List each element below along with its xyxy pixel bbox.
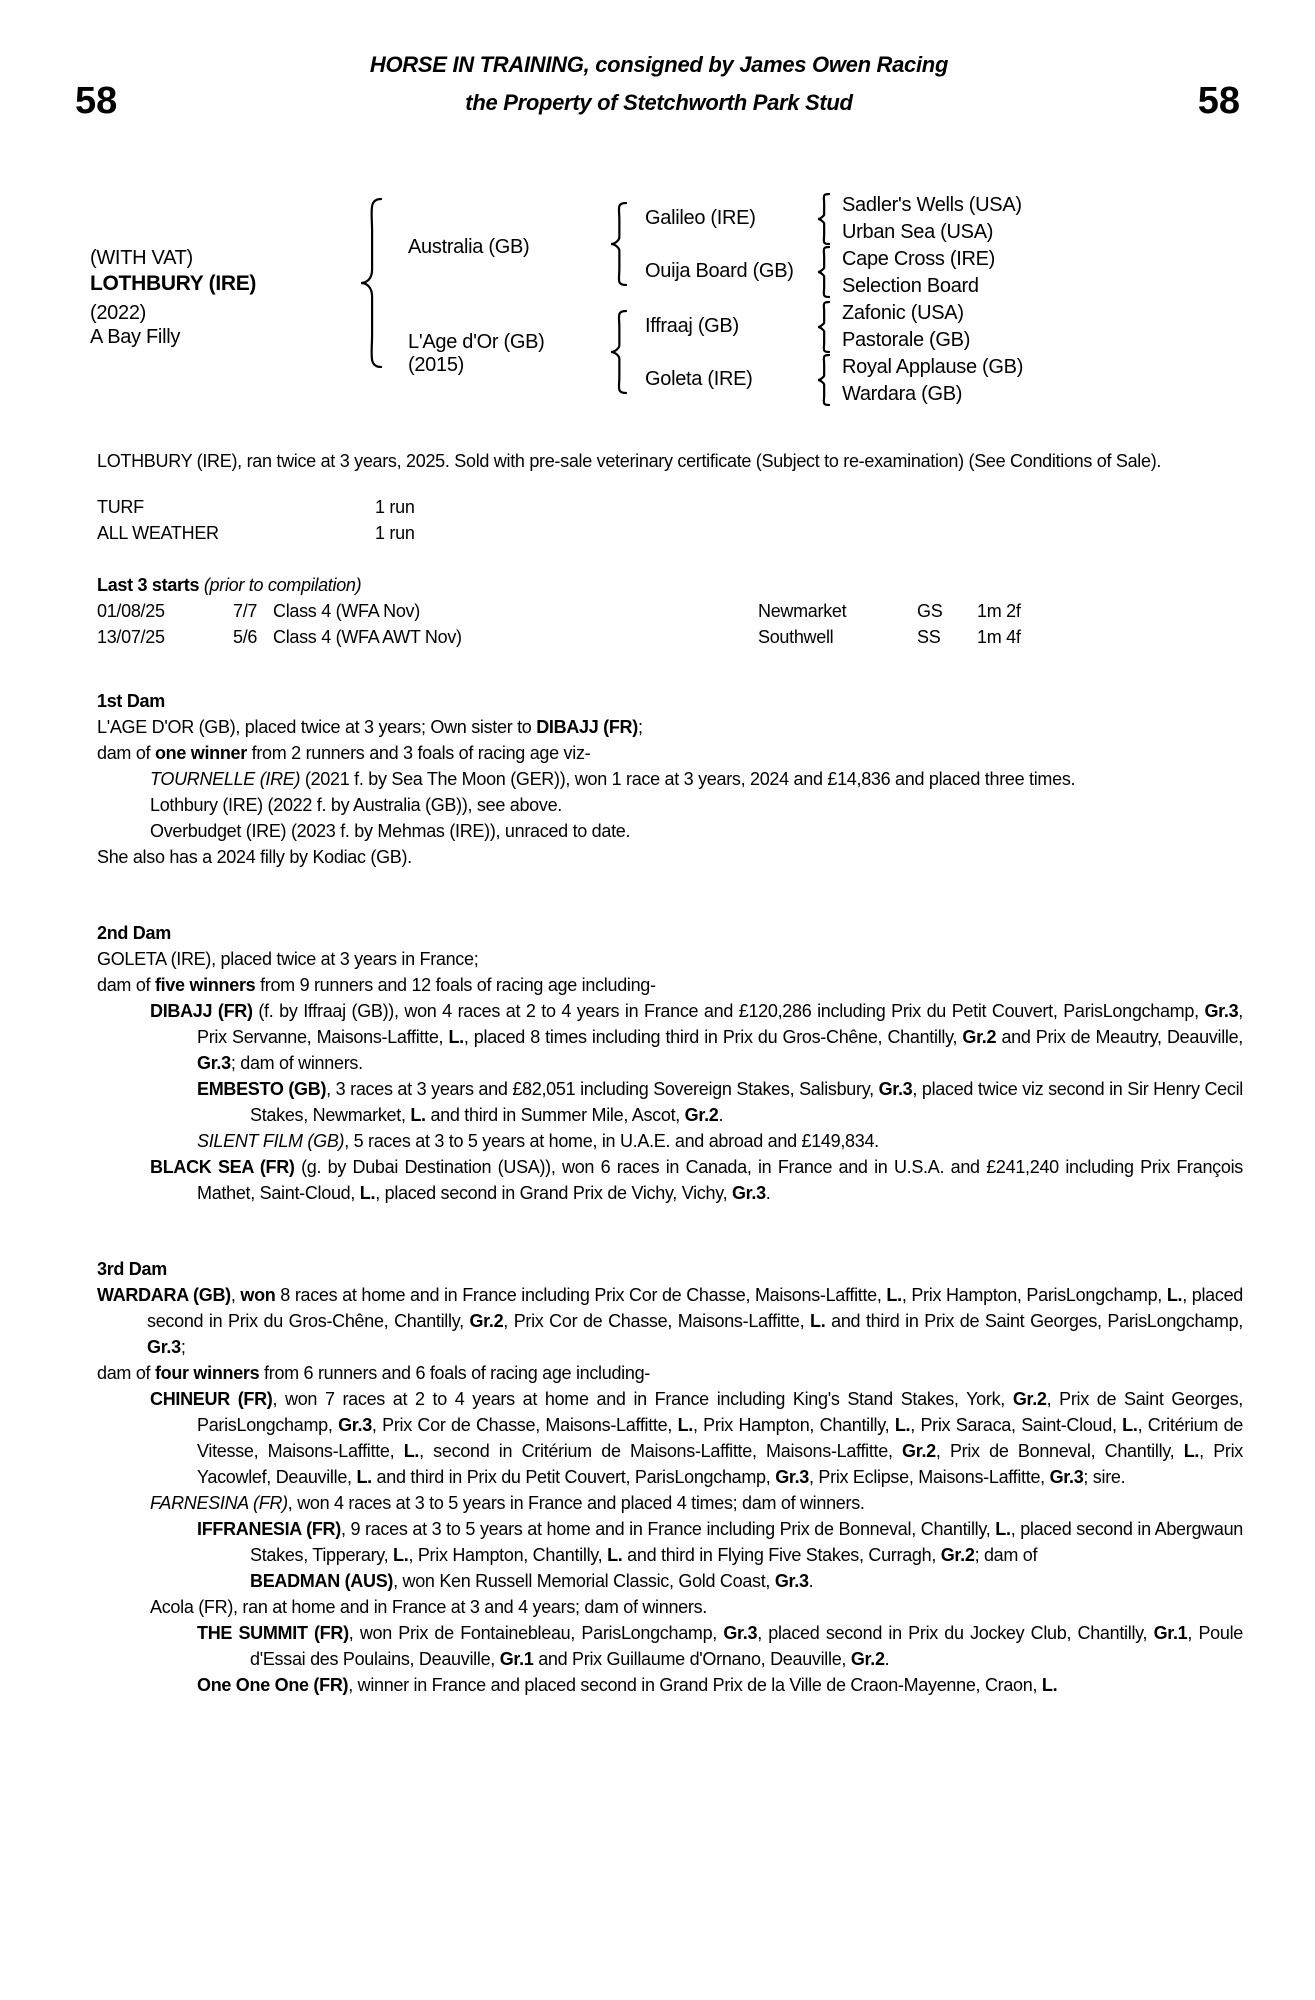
text-segment: , Prix Hampton, Chantilly,	[408, 1545, 608, 1565]
pedigree-note-paragraph	[97, 1594, 1243, 1620]
text-segment: , 5 races at 3 to 5 years at home, in U.A.E. and abroad and £149,834.	[344, 1131, 879, 1151]
text-segment: , Prix Servanne, Maisons-Laffitte,	[197, 1001, 1243, 1047]
text-segment: L.	[894, 1415, 911, 1435]
dam-section-heading: 1st Dam	[97, 691, 165, 711]
text-segment: Gr.1	[499, 1649, 534, 1669]
text-segment: ; dam of winners.	[230, 1053, 363, 1073]
text-segment: BLACK SEA (FR)	[150, 1157, 295, 1177]
text-segment: from 6 runners and 6 foals of racing age including-	[259, 1363, 650, 1383]
text-segment: , placed 8 times including third in Prix du Gros-Chêne, Chantilly,	[463, 1027, 963, 1047]
surface-label: ALL WEATHER	[97, 523, 219, 543]
text-segment: .	[718, 1105, 724, 1125]
text-segment: , won Prix de Fontainebleau, ParisLongchamp,	[348, 1623, 724, 1643]
pedigree-note-paragraph	[97, 1128, 1243, 1154]
text-segment: L.	[886, 1285, 902, 1305]
text-segment: L.	[1122, 1415, 1138, 1435]
text-segment: WARDARA (GB)	[97, 1285, 231, 1305]
text-segment: .	[884, 1649, 890, 1669]
text-segment: and third in Flying Five Stakes, Curragh,	[622, 1545, 941, 1565]
text-segment: and Prix de Meautry, Deauville,	[996, 1027, 1244, 1047]
pedigree-note-paragraph	[97, 740, 1243, 766]
text-segment: Gr.2	[469, 1311, 504, 1331]
text-segment: , placed second in Prix du Gros-Chêne, Chantilly,	[147, 1285, 1243, 1331]
pedigree-brace-main	[360, 198, 382, 374]
pedigree-note-paragraph	[97, 1672, 1243, 1698]
text-segment: , won 7 races at 2 to 4 years at home and in France including King's Stand Stakes, York,	[272, 1389, 1013, 1409]
pedigree-note-paragraph	[97, 818, 1243, 844]
text-segment: GOLETA (IRE), placed twice at 3 years in France;	[97, 949, 479, 969]
text-segment: Gr.3	[731, 1183, 766, 1203]
pedigree-brace-grandsire-1	[817, 193, 830, 251]
last-starts-heading	[97, 572, 1243, 598]
text-segment: ; dam of	[974, 1545, 1038, 1565]
dam-year: (2015)	[408, 354, 465, 376]
text-segment: L.	[1041, 1675, 1058, 1695]
catalogue-text	[97, 448, 1243, 1698]
text-segment: (f. by Iffraaj (GB)), won 4 races at 2 to 4 years in France and £120,286 including Prix du Petit Couvert, ParisLongchamp,	[252, 1001, 1205, 1021]
pedigree-great-grandparent: Zafonic (USA)	[842, 302, 964, 324]
race-class: Class 4 (WFA Nov)	[273, 601, 420, 621]
text-segment: L.	[677, 1415, 693, 1435]
text-segment: L.	[403, 1441, 420, 1461]
text-segment: dam of	[97, 975, 155, 995]
dam-sections	[97, 688, 1243, 1698]
text-segment: SILENT FILM (GB)	[197, 1131, 345, 1151]
text-segment: , Poule d'Essai des Poulains, Deauville,	[250, 1623, 1243, 1669]
text-segment: , Prix Yacowlef, Deauville,	[197, 1441, 1243, 1487]
header-consignment-line: HORSE IN TRAINING, consigned by James Owen Racing	[369, 52, 949, 77]
text-segment: Gr.2	[684, 1105, 719, 1125]
text-segment: ; sire.	[1083, 1467, 1126, 1487]
subject-vat-note: (WITH VAT)	[90, 247, 193, 269]
text-segment: Gr.3	[1204, 1001, 1239, 1021]
text-segment: EMBESTO (GB)	[197, 1079, 327, 1099]
text-segment: IFFRANESIA (FR)	[197, 1519, 341, 1539]
dam-section-heading: 2nd Dam	[97, 923, 171, 943]
text-segment: ,	[230, 1285, 241, 1305]
race-position: 5/6	[233, 627, 258, 647]
text-segment: One One One (FR)	[197, 1675, 349, 1695]
pedigree-note-paragraph	[97, 1386, 1243, 1490]
text-segment: Gr.3	[147, 1337, 181, 1357]
text-segment: .	[808, 1571, 814, 1591]
text-segment: , Prix Hampton, Chantilly,	[692, 1415, 895, 1435]
text-segment: LOTHBURY (IRE), ran twice at 3 years, 2025. Sold with pre-sale veterinary certificate (Subject to re-examination) (See Conditions of Sale).	[97, 451, 1162, 471]
subject-description: A Bay Filly	[90, 326, 181, 348]
pedigree-grandparent: Ouija Board (GB)	[645, 260, 794, 282]
text-segment: Gr.3	[878, 1079, 913, 1099]
last-starts	[97, 572, 1243, 650]
text-segment: Gr.2	[850, 1649, 885, 1669]
pedigree-brace-dam	[610, 310, 627, 400]
text-segment: , Prix Hampton, ParisLongchamp,	[901, 1285, 1167, 1305]
header-property-line: the Property of Stetchworth Park Stud	[465, 90, 853, 115]
surface-label: TURF	[97, 497, 144, 517]
pedigree-note-paragraph	[97, 1282, 1243, 1360]
text-segment: , winner in France and placed second in Grand Prix de la Ville de Craon-Mayenne, Craon,	[348, 1675, 1042, 1695]
pedigree-note-paragraph	[97, 972, 1243, 998]
text-segment: Last 3 starts	[97, 575, 204, 595]
pedigree-brace-granddam-1	[817, 246, 830, 304]
pedigree-note-paragraph	[97, 946, 1243, 972]
race-position: 7/7	[233, 601, 258, 621]
text-segment: .	[765, 1183, 771, 1203]
text-segment: , placed second in Grand Prix de Vichy, Vichy,	[375, 1183, 732, 1203]
pedigree-brace-granddam-2	[817, 354, 830, 412]
text-segment: TOURNELLE (IRE)	[150, 769, 301, 789]
pedigree-note-paragraph	[97, 1076, 1243, 1128]
text-segment: , won Ken Russell Memorial Classic, Gold Coast,	[393, 1571, 775, 1591]
text-segment: , Prix de Bonneval, Chantilly,	[935, 1441, 1184, 1461]
text-segment: , Prix Saraca, Saint-Cloud,	[910, 1415, 1123, 1435]
text-segment: L'AGE D'OR (GB), placed twice at 3 years; Own sister to	[97, 717, 537, 737]
text-segment: and Prix Guillaume d'Ornano, Deauville,	[533, 1649, 851, 1669]
pedigree-brace-grandsire-2	[817, 301, 830, 359]
text-segment: L.	[1166, 1285, 1183, 1305]
pedigree-great-grandparent: Pastorale (GB)	[842, 329, 971, 351]
lot-number-right: 58	[1197, 80, 1240, 122]
pedigree-note-paragraph	[97, 1154, 1243, 1206]
text-segment: L.	[356, 1467, 372, 1487]
pedigree-great-grandparent: Sadler's Wells (USA)	[842, 194, 1022, 216]
text-segment: dam of	[97, 743, 155, 763]
text-segment: , Prix Cor de Chasse, Maisons-Laffitte,	[503, 1311, 811, 1331]
text-segment: , Prix Eclipse, Maisons-Laffitte,	[809, 1467, 1050, 1487]
text-segment: DIBAJJ (FR)	[150, 1001, 253, 1021]
surface-runs: 1 run	[375, 523, 415, 543]
text-segment: , placed twice viz second in Sir Henry Cecil Stakes, Newmarket,	[250, 1079, 1243, 1125]
text-segment: , Prix Cor de Chasse, Maisons-Laffitte,	[371, 1415, 678, 1435]
pedigree-chart	[0, 0, 1315, 420]
dam-name: L'Age d'Or (GB)	[408, 331, 545, 353]
sire-name: Australia (GB)	[408, 236, 530, 258]
race-distance: 1m 2f	[977, 601, 1021, 621]
subject-name: LOTHBURY (IRE)	[90, 272, 257, 295]
text-segment: , Prix de Saint Georges, ParisLongchamp,	[197, 1389, 1243, 1435]
race-going: SS	[917, 627, 941, 647]
pedigree-note-paragraph	[97, 792, 1243, 818]
race-distance: 1m 4f	[977, 627, 1021, 647]
text-segment: Gr.1	[1153, 1623, 1188, 1643]
text-segment: L.	[393, 1545, 409, 1565]
pedigree-note-paragraph	[97, 714, 1243, 740]
race-start-row	[97, 598, 1243, 624]
text-segment: L.	[1183, 1441, 1200, 1461]
text-segment: (prior to compilation)	[203, 575, 362, 595]
pedigree-great-grandparent: Cape Cross (IRE)	[842, 248, 996, 270]
text-segment: Gr.2	[962, 1027, 997, 1047]
race-course: Southwell	[758, 627, 834, 647]
text-segment: five winners	[154, 975, 256, 995]
sale-note-paragraph	[97, 448, 1243, 474]
text-segment: from 9 runners and 12 foals of racing age including-	[255, 975, 656, 995]
text-segment: , second in Critérium de Maisons-Laffitte, Maisons-Laffitte,	[419, 1441, 903, 1461]
pedigree-great-grandparent: Wardara (GB)	[842, 383, 963, 405]
text-segment: Gr.3	[1049, 1467, 1084, 1487]
text-segment: and third in Summer Mile, Ascot,	[425, 1105, 685, 1125]
text-segment: FARNESINA (FR)	[150, 1493, 288, 1513]
pedigree-note-paragraph	[97, 1516, 1243, 1568]
text-segment: , placed second in Abergwaun Stakes, Tipperary,	[250, 1519, 1243, 1565]
text-segment: from 2 runners and 3 foals of racing age viz-	[246, 743, 591, 763]
text-segment: Gr.3	[774, 1571, 809, 1591]
dam-section-heading: 3rd Dam	[97, 1259, 167, 1279]
text-segment: BEADMAN (AUS)	[250, 1571, 394, 1591]
pedigree-grandparent: Galileo (IRE)	[645, 207, 756, 229]
text-segment: , won 4 races at 3 to 5 years in France and placed 4 times; dam of winners.	[287, 1493, 865, 1513]
race-date: 13/07/25	[97, 627, 165, 647]
pedigree-note-paragraph	[97, 844, 1243, 870]
lot-number-left: 58	[75, 80, 118, 122]
text-segment: won	[240, 1285, 276, 1305]
pedigree-note-paragraph	[97, 998, 1243, 1076]
text-segment: Gr.3	[775, 1467, 810, 1487]
text-segment: Gr.3	[197, 1053, 231, 1073]
surface-runs: 1 run	[375, 497, 415, 517]
text-segment: ;	[637, 717, 643, 737]
pedigree-grandparent: Goleta (IRE)	[645, 368, 753, 390]
text-segment: L.	[448, 1027, 464, 1047]
text-segment: Overbudget (IRE) (2023 f. by Mehmas (IRE)), unraced to date.	[150, 821, 631, 841]
pedigree-grandparent: Iffraaj (GB)	[645, 315, 739, 337]
text-segment: CHINEUR (FR)	[150, 1389, 273, 1409]
text-segment: (2021 f. by Sea The Moon (GER)), won 1 race at 3 years, 2024 and £14,836 and placed three times.	[300, 769, 1076, 789]
text-segment: ;	[180, 1337, 186, 1357]
race-date: 01/08/25	[97, 601, 165, 621]
text-segment: , 9 races at 3 to 5 years at home and in France including Prix de Bonneval, Chantilly,	[340, 1519, 996, 1539]
race-start-row	[97, 624, 1243, 650]
pedigree-great-grandparent: Urban Sea (USA)	[842, 221, 994, 243]
text-segment: one winner	[154, 743, 247, 763]
text-segment: L.	[410, 1105, 426, 1125]
text-segment: Gr.2	[1012, 1389, 1047, 1409]
surface-record-row	[97, 520, 1243, 546]
subject-year: (2022)	[90, 302, 147, 324]
race-course: Newmarket	[758, 601, 847, 621]
text-segment: L.	[607, 1545, 623, 1565]
race-class: Class 4 (WFA AWT Nov)	[273, 627, 462, 647]
pedigree-note-paragraph	[97, 1360, 1243, 1386]
text-segment: and third in Prix du Petit Couvert, ParisLongchamp,	[371, 1467, 776, 1487]
pedigree-great-grandparent: Selection Board	[842, 275, 979, 297]
text-segment: (g. by Dubai Destination (USA)), won 6 races in Canada, in France and in U.S.A. and £241,240 including Prix François Mathet, Saint-Cloud,	[197, 1157, 1243, 1203]
text-segment: Gr.3	[338, 1415, 372, 1435]
text-segment: Lothbury (IRE) (2022 f. by Australia (GB)), see above.	[150, 795, 562, 815]
text-segment: Gr.3	[723, 1623, 758, 1643]
text-segment: and third in Prix de Saint Georges, ParisLongchamp,	[825, 1311, 1243, 1331]
text-segment: L.	[995, 1519, 1011, 1539]
pedigree-note-paragraph	[97, 766, 1243, 792]
text-segment: , Critérium de Vitesse, Maisons-Laffitte,	[197, 1415, 1244, 1461]
race-record	[97, 494, 1243, 546]
pedigree-note-paragraph	[97, 1620, 1243, 1672]
race-going: GS	[917, 601, 943, 621]
text-segment: L.	[359, 1183, 376, 1203]
text-segment: dam of	[97, 1363, 155, 1383]
text-segment: THE SUMMIT (FR)	[197, 1623, 349, 1643]
text-segment: DIBAJJ (FR)	[536, 717, 638, 737]
text-segment: Acola (FR), ran at home and in France at 3 and 4 years; dam of winners.	[150, 1597, 707, 1617]
surface-record-row	[97, 494, 1243, 520]
pedigree-brace-sire	[610, 202, 627, 292]
text-segment: , placed second in Prix du Jockey Club, Chantilly,	[757, 1623, 1154, 1643]
text-segment: four winners	[154, 1363, 260, 1383]
text-segment: Gr.2	[940, 1545, 975, 1565]
text-segment: Gr.2	[902, 1441, 936, 1461]
text-segment: She also has a 2024 filly by Kodiac (GB).	[97, 847, 412, 867]
pedigree-great-grandparent: Royal Applause (GB)	[842, 356, 1024, 378]
pedigree-note-paragraph	[97, 1568, 1243, 1594]
text-segment: , 3 races at 3 years and £82,051 including Sovereign Stakes, Salisbury,	[326, 1079, 879, 1099]
text-segment: 8 races at home and in France including Prix Cor de Chasse, Maisons-Laffitte,	[275, 1285, 887, 1305]
text-segment: L.	[810, 1311, 826, 1331]
pedigree-note-paragraph	[97, 1490, 1243, 1516]
